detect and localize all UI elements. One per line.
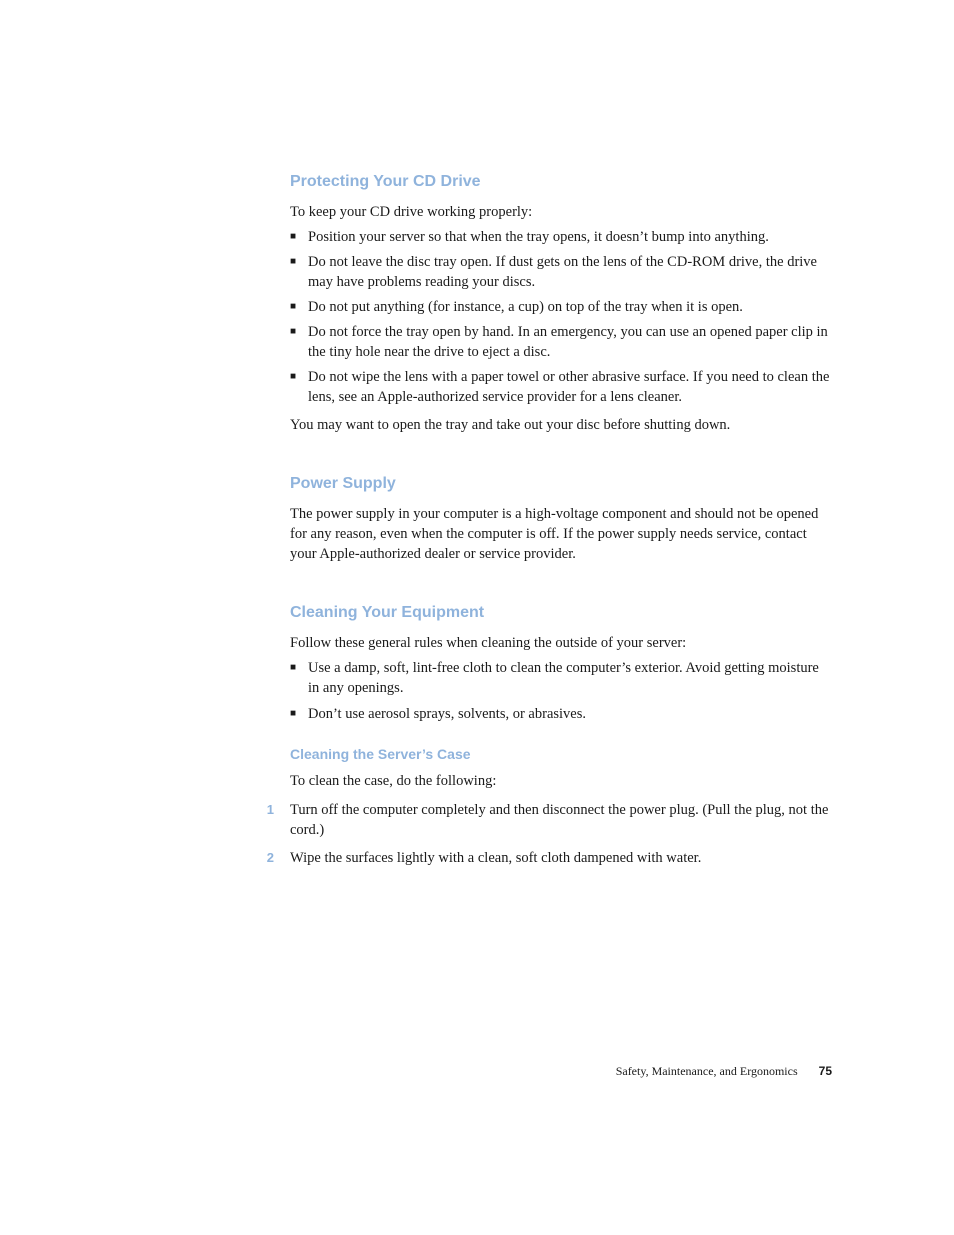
step-number: 2 [266, 850, 274, 865]
list-item: ■ Do not force the tray open by hand. In an emergency, you can use an opened paper clip in the tiny hole near the drive to eject a disc. [290, 324, 828, 360]
heading-protecting-cd-drive: Protecting Your CD Drive [290, 173, 481, 190]
list-item: ■ Use a damp, soft, lint-free cloth to clean the computer’s exterior. Avoid getting moisture in any openings. [290, 660, 819, 696]
footer-chapter-title: Safety, Maintenance, and Ergonomics [615, 1064, 798, 1078]
step-item [260, 800, 830, 840]
power-body: The power supply in your computer is a high-voltage component and should not be opened for any reason, even when the computer is off. If the power supply needs service, contact your Apple-authorized dealer or service provider. [290, 506, 819, 562]
bullet-icon: ■ [290, 326, 297, 337]
bullet-icon: ■ [290, 371, 297, 382]
bullet-icon: ■ [290, 301, 297, 312]
list-item: ■ Do not leave the disc tray open. If dust gets on the lens of the CD-ROM drive, the drive may have problems reading your discs. [290, 254, 817, 290]
list-item: ■ Do not put anything (for instance, a cup) on top of the tray when it is open. [290, 299, 743, 315]
heading-cleaning-equipment: Cleaning Your Equipment [290, 604, 485, 621]
page-footer [580, 1062, 832, 1080]
list-item: ■ Don’t use aerosol sprays, solvents, or abrasives. [290, 706, 586, 722]
list-item: ■ Position your server so that when the tray opens, it doesn’t bump into anything. [290, 229, 769, 245]
bullet-icon: ■ [290, 256, 297, 267]
page-number: 75 [818, 1064, 832, 1078]
step-number: 1 [266, 802, 274, 817]
cd-intro: To keep your CD drive working properly: [290, 204, 533, 220]
step-item [260, 848, 830, 868]
cleaning-intro: Follow these general rules when cleaning the outside of your server: [290, 635, 687, 651]
bullet-icon: ■ [290, 662, 297, 673]
bullet-icon: ■ [290, 231, 297, 242]
bullet-icon: ■ [290, 708, 297, 719]
heading-cleaning-case: Cleaning the Server’s Case [290, 746, 471, 762]
cd-outro: You may want to open the tray and take out your disc before shutting down. [290, 417, 731, 433]
case-intro: To clean the case, do the following: [290, 773, 497, 789]
list-item: ■ Do not wipe the lens with a paper towel or other abrasive surface. If you need to clean the lens, see an Apple-authorized service provider for a lens cleaner. [290, 369, 830, 405]
heading-power-supply: Power Supply [290, 475, 396, 492]
step-text: Turn off the computer completely and then disconnect the power plug. (Pull the plug, not the cord.) [290, 802, 829, 838]
step-text: Wipe the surfaces lightly with a clean, soft cloth dampened with water. [290, 850, 702, 866]
